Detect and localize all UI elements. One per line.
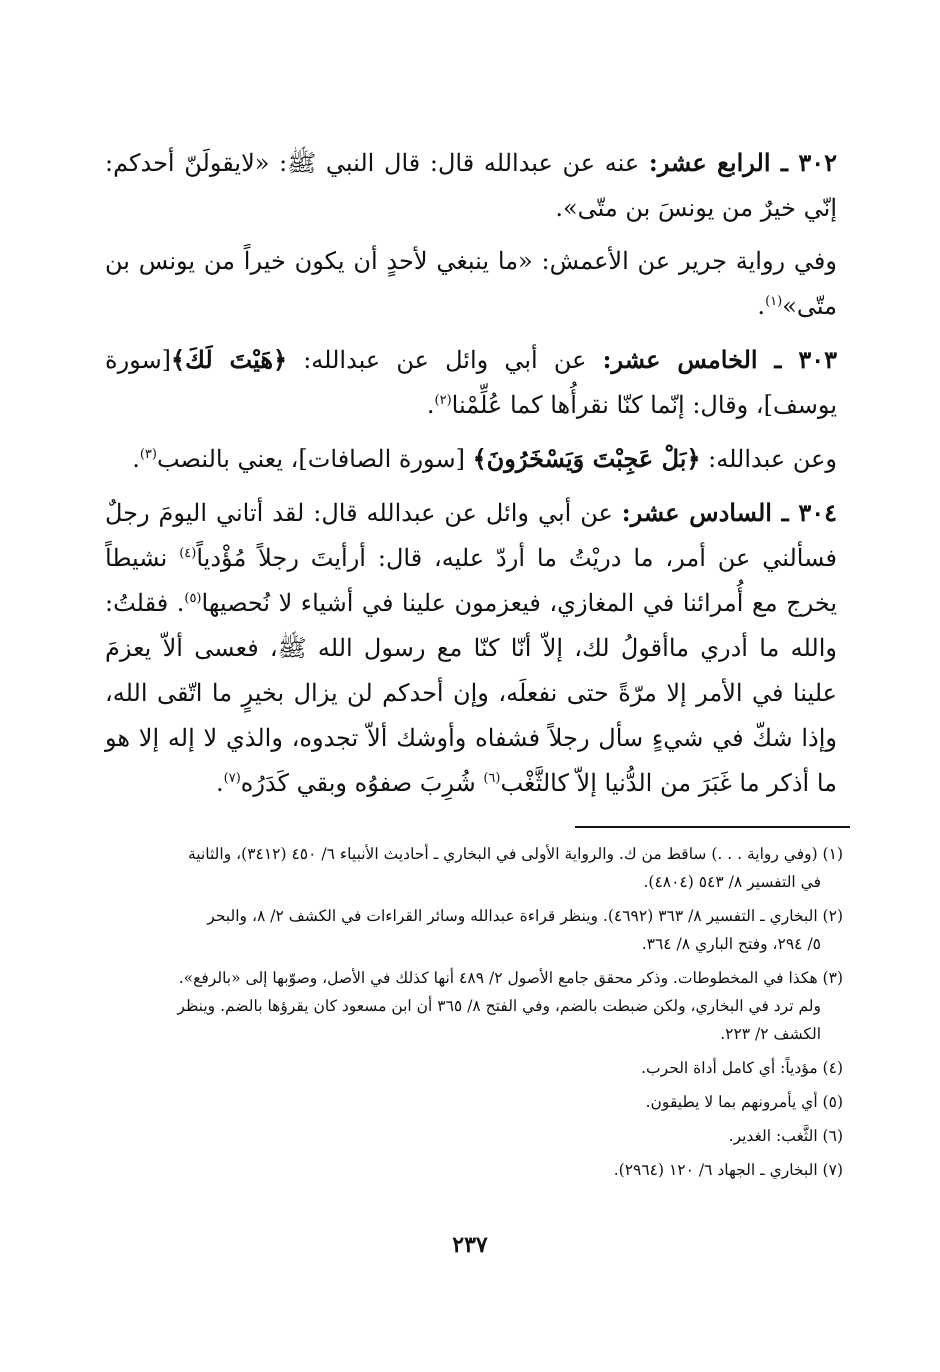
hadith-303-heading: ٣٠٣ ـ الخامس عشر: — [602, 345, 837, 374]
hadith-302-variant-text: وفي رواية جرير عن الأعمش: «ما ينبغي لأحدٍ أن يكون خيراً من يونس بن متّى» — [105, 247, 837, 320]
footnote-1 — [105, 840, 843, 896]
hadith-304-text-4: شُرِبَ صفوُه وبقي كَدَرُه — [240, 769, 484, 797]
footnote-3-line-2: ولم ترد في البخاري، ولكن ضبطت بالضم، وفي الفتح ٨/ ٣٦٥ أن ابن مسعود كان يقرؤها بالضم. وينظر — [177, 997, 821, 1015]
footnote-3-line-3: الكشف ٢/ ٢٢٣. — [720, 1025, 821, 1043]
hadith-302-heading: ٣٠٢ ـ الرابع عشر: — [648, 148, 837, 177]
hadith-302-variant — [105, 239, 837, 329]
hadith-303-variant-text: وعن عبدالله: — [700, 445, 837, 473]
footnote-6: (٦) الثَّغب: الغدير. — [728, 1127, 843, 1145]
hadith-303 — [105, 337, 837, 428]
hadith-303-text: عن أبي وائل عن عبدالله: — [287, 346, 603, 374]
footnote-1-line-2: في التفسير ٨/ ٥٤٣ (٤٨٠٤). — [643, 873, 821, 891]
footnote-2-line-2: ٥/ ٢٩٤، وفتح الباري ٨/ ٣٦٤. — [641, 935, 821, 953]
hadith-303-variant — [105, 436, 837, 482]
footnote-3 — [105, 964, 843, 1048]
footnote-4: (٤) مؤدياً: أي كامل أداة الحرب. — [641, 1059, 843, 1077]
period: . — [215, 769, 224, 797]
hadith-302 — [105, 140, 837, 231]
footnote-ref-1: (١) — [765, 294, 783, 309]
footnote-5: (٥) أي يأمرونهم بما لا يطيقون. — [645, 1093, 843, 1111]
footnotes — [105, 840, 843, 1190]
footnote-1-line-1: (١) (وفي رواية . . .) ساقط من ك. والرواية الأولى في البخاري ـ أحاديث الأنبياء ٦/ ٤٥٠ (٣٤١٢)، والثانية — [187, 845, 843, 863]
footnote-ref-4: (٤) — [179, 546, 197, 561]
footnote-7: (٧) البخاري ـ الجهاد ٦/ ١٢٠ (٢٩٦٤). — [613, 1161, 843, 1179]
footnote-2-line-1: (٢) البخاري ـ التفسير ٨/ ٣٦٣ (٤٦٩٢). وينظر قراءة عبدالله وسائر القراءات في الكشف ٢/ ٨، والبحر — [207, 907, 843, 925]
main-text — [105, 140, 837, 814]
footnote-2 — [105, 902, 843, 958]
hadith-303-text-after: [سورة يوسف]، وقال: إنّما كنّا نقرأُها كما عُلِّمْنا — [105, 346, 837, 419]
page-number: ٢٣٧ — [452, 1232, 488, 1258]
hadith-304 — [105, 490, 837, 806]
footnote-3-line-1: (٣) هكذا في المخطوطات. وذكر محقق جامع الأصول ٢/ ٤٨٩ أنها كذلك في الأصل، وصوّبها إلى «بالرفع». — [178, 969, 843, 987]
footnote-ref-7: (٧) — [223, 771, 241, 786]
hadith-304-text-2: نشيطاً يخرج مع أُمرائنا في المغازي، فيعزمون علينا في أشياء لا نُحصيها — [105, 544, 838, 617]
footnote-divider — [575, 826, 850, 828]
footnote-ref-2: (٢) — [434, 393, 452, 408]
hadith-304-text-3: . فقلتُ: والله ما أدري ماأقولُ لك، إلاّ أنّا كنّا مع رسول الله ﷺ، فعسى ألاّ يعزمَ علينا في الأمر إلا مرّةً حتى نفعلَه، وإن أحدكم لن يزال بخيرٍ ما اتّقى الله، وإذا شكّ في شيءٍ سأل رجلاً فشفاه وأوشك ألاّ تجدوه، والذي لا إله إلا هو ما أذكر ما غَبَرَ من الدُّنيا إلاّ كالثَّغْب — [105, 589, 837, 797]
footnote-ref-3: (٣) — [139, 447, 157, 462]
period: . — [426, 391, 435, 419]
hadith-304-heading: ٣٠٤ ـ السادس عشر: — [621, 498, 838, 527]
period: . — [757, 292, 766, 320]
quran-verse-haita-laka: ﴿هَيْتَ لَكَ﴾ — [171, 345, 288, 374]
period: . — [132, 445, 140, 473]
quran-verse-bal-ajibta: ﴿بَلْ عَجِبْتَ وَيَسْخَرُونَ﴾ — [472, 444, 701, 473]
hadith-302-text: عنه عن عبدالله قال: قال النبي ﷺ: «لايقولَنّ أحدكم: إنّي خيرٌ من يونسَ بن متّى». — [105, 149, 837, 222]
footnote-ref-5: (٥) — [184, 591, 202, 606]
footnote-ref-6: (٦) — [483, 771, 501, 786]
hadith-304-text-1: عن أبي وائل عن عبدالله قال: لقد أتاني اليومَ رجلٌ فسألني عن أمر، ما دريْتُ ما أردّ عليه، قال: أرأيتَ رجلاً مُؤْدياً — [105, 499, 837, 572]
hadith-303-variant-after: [سورة الصافات]، يعني بالنصب — [156, 445, 473, 473]
